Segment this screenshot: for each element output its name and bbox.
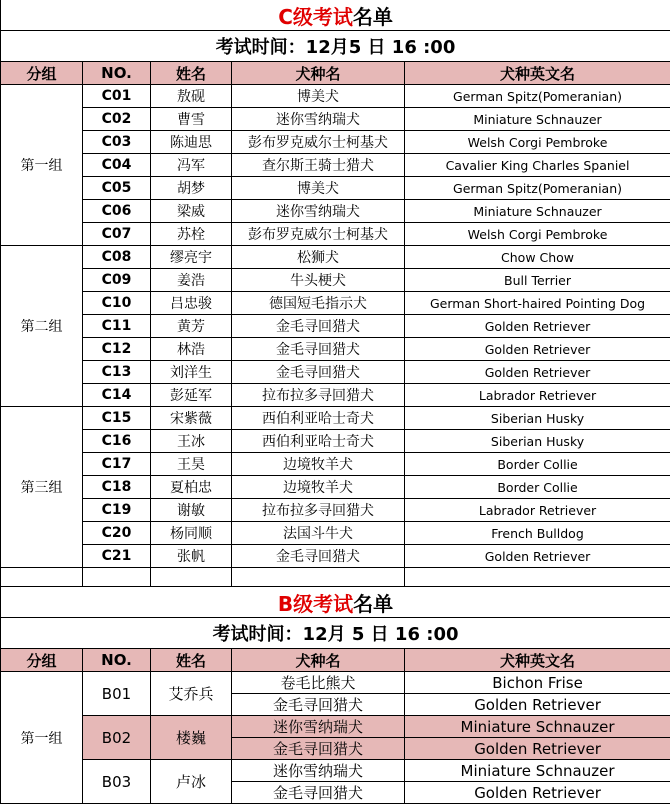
name-cell: 苏栓 [151, 223, 232, 246]
breed-en-cell: Golden Retriever [405, 545, 670, 568]
table-row [1, 672, 670, 694]
breed-cell: 博美犬 [232, 177, 405, 200]
table-row [1, 545, 670, 568]
breed-en-cell: Welsh Corgi Pembroke [405, 223, 670, 246]
breed-en-cell: German Spitz(Pomeranian) [405, 177, 670, 200]
breed-en-cell: German Short-haired Pointing Dog [405, 292, 670, 315]
no-cell: C18 [83, 476, 151, 499]
breed-cell: 迷你雪纳瑞犬 [232, 760, 405, 782]
breed-cell: 迷你雪纳瑞犬 [232, 200, 405, 223]
table-row [1, 361, 670, 384]
no-cell: B01 [83, 672, 151, 716]
header-breed-en: 犬种英文名 [405, 62, 670, 85]
table-row [1, 85, 670, 108]
no-cell: B03 [83, 760, 151, 804]
no-cell: C08 [83, 246, 151, 269]
breed-cell: 德国短毛指示犬 [232, 292, 405, 315]
no-cell: C11 [83, 315, 151, 338]
breed-cell: 查尔斯王骑士猎犬 [232, 154, 405, 177]
no-cell: C04 [83, 154, 151, 177]
empty-cell [405, 568, 670, 587]
breed-cell: 金毛寻回猎犬 [232, 545, 405, 568]
header-name: 姓名 [151, 649, 232, 672]
name-cell: 胡梦 [151, 177, 232, 200]
c-header-row [1, 62, 670, 85]
breed-cell: 迷你雪纳瑞犬 [232, 716, 405, 738]
name-cell: 冯军 [151, 154, 232, 177]
breed-cell: 金毛寻回猎犬 [232, 315, 405, 338]
b-title-black: 名单 [353, 592, 393, 616]
name-cell: 楼巍 [151, 716, 232, 760]
name-cell: 夏柏忠 [151, 476, 232, 499]
table-row [1, 177, 670, 200]
no-cell: C06 [83, 200, 151, 223]
b-title-red: B级考试 [278, 592, 353, 616]
no-cell: C19 [83, 499, 151, 522]
breed-cell: 彭布罗克威尔士柯基犬 [232, 131, 405, 154]
breed-en-cell: Siberian Husky [405, 407, 670, 430]
breed-cell: 西伯利亚哈士奇犬 [232, 407, 405, 430]
name-cell: 杨同顺 [151, 522, 232, 545]
breed-cell: 卷毛比熊犬 [232, 672, 405, 694]
breed-cell: 迷你雪纳瑞犬 [232, 108, 405, 131]
breed-en-cell: French Bulldog [405, 522, 670, 545]
b-header-row [1, 649, 670, 672]
name-cell: 张帆 [151, 545, 232, 568]
empty-cell [151, 568, 232, 587]
header-group: 分组 [1, 649, 83, 672]
breed-cell: 法国斗牛犬 [232, 522, 405, 545]
no-cell: C07 [83, 223, 151, 246]
table-row [1, 269, 670, 292]
breed-cell: 博美犬 [232, 85, 405, 108]
name-cell: 曹雪 [151, 108, 232, 131]
breed-en-cell: Golden Retriever [405, 315, 670, 338]
c-exam-time: 考试时间：12月5 日 16 :00 [1, 31, 670, 62]
header-breed: 犬种名 [232, 62, 405, 85]
empty-cell [232, 568, 405, 587]
table-row [1, 407, 670, 430]
breed-en-cell: Welsh Corgi Pembroke [405, 131, 670, 154]
breed-en-cell: Bichon Frise [405, 672, 670, 694]
breed-cell: 金毛寻回猎犬 [232, 338, 405, 361]
breed-cell: 拉布拉多寻回猎犬 [232, 499, 405, 522]
breed-cell: 拉布拉多寻回猎犬 [232, 384, 405, 407]
no-cell: B02 [83, 716, 151, 760]
group-cell: 第一组 [1, 85, 83, 246]
name-cell: 吕忠骏 [151, 292, 232, 315]
no-cell: C14 [83, 384, 151, 407]
header-group: 分组 [1, 62, 83, 85]
header-no: NO. [83, 62, 151, 85]
breed-en-cell: Labrador Retriever [405, 499, 670, 522]
name-cell: 王冰 [151, 430, 232, 453]
no-cell: C10 [83, 292, 151, 315]
header-name: 姓名 [151, 62, 232, 85]
no-cell: C15 [83, 407, 151, 430]
breed-cell: 金毛寻回猎犬 [232, 694, 405, 716]
c-section-title: C级考试名单 [1, 0, 670, 31]
breed-cell: 金毛寻回猎犬 [232, 361, 405, 384]
table-row [1, 453, 670, 476]
breed-en-cell: Golden Retriever [405, 738, 670, 760]
no-cell: C12 [83, 338, 151, 361]
table-row [1, 522, 670, 545]
breed-en-cell: Siberian Husky [405, 430, 670, 453]
breed-en-cell: Chow Chow [405, 246, 670, 269]
no-cell: C16 [83, 430, 151, 453]
b-exam-time: 考试时间：12月 5 日 16 :00 [1, 618, 670, 649]
empty-cell [83, 568, 151, 587]
breed-en-cell: Golden Retriever [405, 694, 670, 716]
name-cell: 敖砚 [151, 85, 232, 108]
no-cell: C13 [83, 361, 151, 384]
breed-cell: 金毛寻回猎犬 [232, 738, 405, 760]
group-cell: 第二组 [1, 246, 83, 407]
breed-en-cell: Miniature Schnauzer [405, 716, 670, 738]
no-cell: C03 [83, 131, 151, 154]
breed-en-cell: Labrador Retriever [405, 384, 670, 407]
breed-en-cell: Miniature Schnauzer [405, 200, 670, 223]
spacer-row [1, 568, 670, 587]
no-cell: C09 [83, 269, 151, 292]
table-row [1, 476, 670, 499]
name-cell: 刘洋生 [151, 361, 232, 384]
name-cell: 黄芳 [151, 315, 232, 338]
breed-en-cell: Miniature Schnauzer [405, 760, 670, 782]
breed-cell: 松狮犬 [232, 246, 405, 269]
table-row [1, 716, 670, 738]
table-row [1, 246, 670, 269]
name-cell: 艾乔兵 [151, 672, 232, 716]
breed-cell: 彭布罗克威尔士柯基犬 [232, 223, 405, 246]
breed-en-cell: German Spitz(Pomeranian) [405, 85, 670, 108]
breed-cell: 边境牧羊犬 [232, 476, 405, 499]
table-row [1, 131, 670, 154]
name-cell: 陈迪思 [151, 131, 232, 154]
no-cell: C02 [83, 108, 151, 131]
breed-en-cell: Golden Retriever [405, 338, 670, 361]
name-cell: 宋紫薇 [151, 407, 232, 430]
table-row [1, 760, 670, 782]
table-row [1, 430, 670, 453]
name-cell: 谢敏 [151, 499, 232, 522]
breed-en-cell: Golden Retriever [405, 782, 670, 804]
no-cell: C01 [83, 85, 151, 108]
breed-en-cell: Border Collie [405, 476, 670, 499]
breed-en-cell: Cavalier King Charles Spaniel [405, 154, 670, 177]
header-breed-en: 犬种英文名 [405, 649, 670, 672]
name-cell: 卢冰 [151, 760, 232, 804]
name-cell: 彭延军 [151, 384, 232, 407]
name-cell: 姜浩 [151, 269, 232, 292]
name-cell: 梁威 [151, 200, 232, 223]
name-cell: 林浩 [151, 338, 232, 361]
table-row [1, 108, 670, 131]
breed-en-cell: Golden Retriever [405, 361, 670, 384]
group-cell: 第一组 [1, 672, 83, 804]
empty-cell [1, 568, 83, 587]
breed-cell: 西伯利亚哈士奇犬 [232, 430, 405, 453]
no-cell: C20 [83, 522, 151, 545]
no-cell: C21 [83, 545, 151, 568]
no-cell: C05 [83, 177, 151, 200]
no-cell: C17 [83, 453, 151, 476]
header-no: NO. [83, 649, 151, 672]
breed-en-cell: Bull Terrier [405, 269, 670, 292]
table-row [1, 499, 670, 522]
b-section-title [1, 587, 670, 618]
breed-en-cell: Miniature Schnauzer [405, 108, 670, 131]
breed-cell: 边境牧羊犬 [232, 453, 405, 476]
table-row [1, 292, 670, 315]
breed-cell: 金毛寻回猎犬 [232, 782, 405, 804]
table-row [1, 384, 670, 407]
name-cell: 缪亮宇 [151, 246, 232, 269]
table-row [1, 154, 670, 177]
header-breed: 犬种名 [232, 649, 405, 672]
table-row [1, 200, 670, 223]
table-row [1, 338, 670, 361]
group-cell: 第三组 [1, 407, 83, 568]
breed-en-cell: Border Collie [405, 453, 670, 476]
name-cell: 王昊 [151, 453, 232, 476]
table-row [1, 223, 670, 246]
breed-cell: 牛头梗犬 [232, 269, 405, 292]
table-row [1, 315, 670, 338]
